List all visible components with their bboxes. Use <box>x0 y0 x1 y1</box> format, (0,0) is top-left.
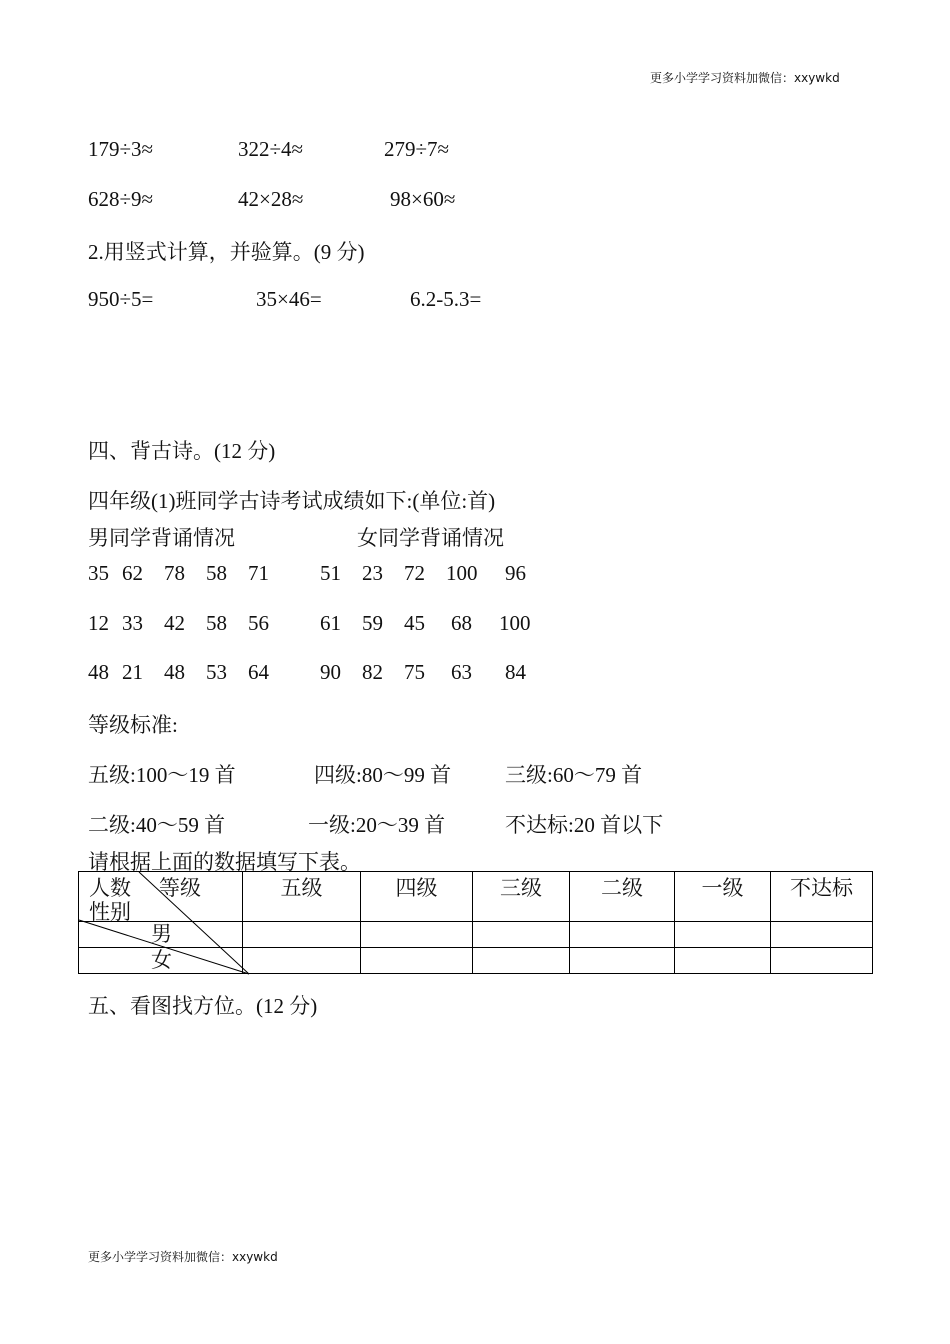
corner-label-gender: 性别 <box>89 900 131 924</box>
estimate-item: 322÷4≈ <box>238 137 304 161</box>
score: 84 <box>505 660 526 684</box>
estimate-item: 628÷9≈ <box>88 187 154 211</box>
score: 63 <box>451 660 472 684</box>
score: 90 <box>320 660 341 684</box>
corner-label-people: 人数 <box>89 876 131 900</box>
column-header: 二级 <box>570 872 675 922</box>
standard-item: 三级:60～79 首 <box>505 763 643 787</box>
score: 61 <box>320 611 341 635</box>
table-cell[interactable] <box>243 922 361 948</box>
score: 42 <box>164 611 185 635</box>
score: 48 <box>88 660 109 684</box>
estimate-item: 42×28≈ <box>238 187 304 211</box>
score: 75 <box>404 660 425 684</box>
standard-item: 四级:80～99 首 <box>314 763 452 787</box>
score: 64 <box>248 660 269 684</box>
table-cell[interactable] <box>473 948 570 974</box>
corner-label-grade: 等级 <box>159 876 201 900</box>
section5-title: 五、看图找方位。(12 分) <box>88 994 318 1018</box>
table-cell[interactable] <box>771 922 873 948</box>
page-footer: 更多小学学习资料加微信：xxywkd <box>88 1250 278 1264</box>
column-header: 不达标 <box>771 872 873 922</box>
score: 78 <box>164 561 185 585</box>
grade-table <box>78 871 873 974</box>
row-label: 男 <box>79 922 243 948</box>
standard-item: 二级:40～59 首 <box>88 813 226 837</box>
table-cell[interactable] <box>361 948 473 974</box>
section4-intro: 四年级(1)班同学古诗考试成绩如下:(单位:首) <box>88 489 496 513</box>
table-cell[interactable] <box>243 948 361 974</box>
boys-label: 男同学背诵情况 <box>88 526 235 550</box>
q2-item: 35×46= <box>256 287 322 311</box>
score: 12 <box>88 611 109 635</box>
table-cell[interactable] <box>675 922 771 948</box>
table-corner-cell <box>79 872 243 922</box>
q2-item: 6.2-5.3= <box>410 287 482 311</box>
table-cell[interactable] <box>675 948 771 974</box>
q2-title: 2.用竖式计算，并验算。(9 分) <box>88 240 365 264</box>
column-header: 五级 <box>243 872 361 922</box>
score: 35 <box>88 561 109 585</box>
score: 71 <box>248 561 269 585</box>
score: 68 <box>451 611 472 635</box>
column-header: 一级 <box>675 872 771 922</box>
score: 23 <box>362 561 383 585</box>
standard-title: 等级标准: <box>88 713 178 737</box>
column-header: 三级 <box>473 872 570 922</box>
score: 33 <box>122 611 143 635</box>
q2-item: 950÷5= <box>88 287 154 311</box>
score: 96 <box>505 561 526 585</box>
score: 58 <box>206 561 227 585</box>
score: 51 <box>320 561 341 585</box>
table-cell[interactable] <box>570 922 675 948</box>
estimate-item: 179÷3≈ <box>88 137 154 161</box>
score: 21 <box>122 660 143 684</box>
estimate-item: 98×60≈ <box>390 187 456 211</box>
table-prompt: 请根据上面的数据填写下表。 <box>88 850 361 874</box>
standard-item: 一级:20～39 首 <box>308 813 446 837</box>
column-header: 四级 <box>361 872 473 922</box>
score: 100 <box>446 561 478 585</box>
section4-title: 四、背古诗。(12 分) <box>88 439 276 463</box>
score: 72 <box>404 561 425 585</box>
score: 48 <box>164 660 185 684</box>
score: 82 <box>362 660 383 684</box>
score: 100 <box>499 611 531 635</box>
table-cell[interactable] <box>570 948 675 974</box>
score: 53 <box>206 660 227 684</box>
standard-item: 不达标:20 首以下 <box>505 813 664 837</box>
table-cell[interactable] <box>361 922 473 948</box>
table-cell[interactable] <box>771 948 873 974</box>
table-cell[interactable] <box>473 922 570 948</box>
row-label: 女 <box>79 948 243 974</box>
score: 62 <box>122 561 143 585</box>
score: 59 <box>362 611 383 635</box>
score: 58 <box>206 611 227 635</box>
estimate-item: 279÷7≈ <box>384 137 450 161</box>
girls-label: 女同学背诵情况 <box>357 526 504 550</box>
standard-item: 五级:100～19 首 <box>88 763 236 787</box>
page-header: 更多小学学习资料加微信：xxywkd <box>650 71 840 85</box>
score: 56 <box>248 611 269 635</box>
score: 45 <box>404 611 425 635</box>
